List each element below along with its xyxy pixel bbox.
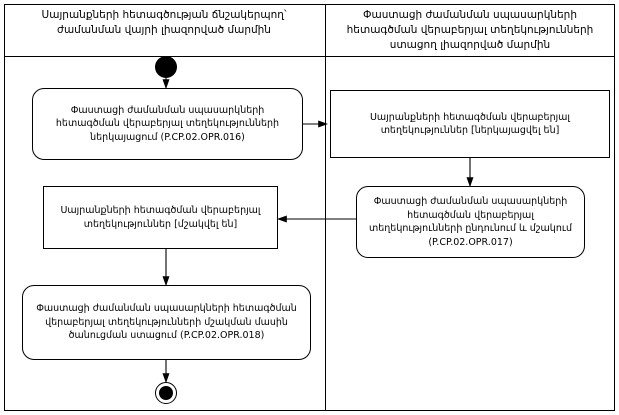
swimlane-title-left: Սայրանքների հետագծության ճնշակերպող՝ ժամանման վայրի լիազորված մարմին: [41, 9, 287, 36]
object-node-processed[interactable]: Սայրանքների հետագծման վերաբերյալ տեղեկություններ [մշակվել են]: [43, 186, 278, 249]
object-node-presented[interactable]: Սայրանքների հետագծման վերաբերյալ տեղեկություններ [ներկայացվել են]: [330, 90, 610, 158]
start-node: [155, 56, 177, 78]
end-node-inner: [159, 386, 173, 400]
swimlane-header-divider: [4, 56, 615, 57]
swimlane-title-right: Փաստացի ժամանման սպասարկների հետագծման վերաբերյալ տեղեկությունների ստացող լիազորված մարմին: [346, 9, 594, 51]
activity-node-receive-process[interactable]: Փաստացի ժամանման սպասարկների հետագծման վերաբերյալ տեղեկությունների ընդունում և մշակում (P.CP.02.OPR.017): [356, 186, 585, 258]
swimlane-divider: [325, 4, 326, 411]
activity-node-notification-receipt[interactable]: Փաստացի ժամանման սպասարկների հետագծման վերաբերյալ տեղեկությունների մշակման մասին ծանուցման ստացում (P.CP.02.OPR.018): [22, 285, 311, 360]
activity-node-presentation[interactable]: Փաստացի ժամանման սպասարկների հետագծման վերաբերյալ տեղեկությունների ներկայացում (P.CP.02.OPR.016): [32, 88, 303, 160]
